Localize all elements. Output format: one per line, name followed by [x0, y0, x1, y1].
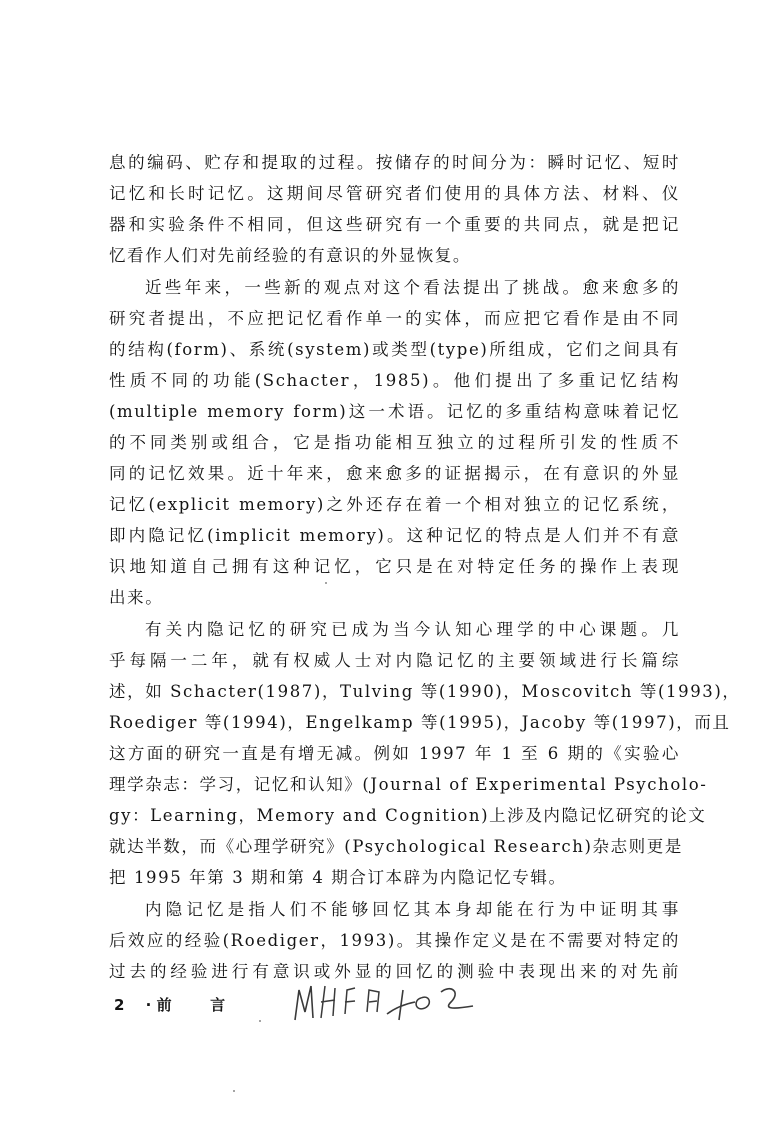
footer-dot: ·	[145, 996, 152, 1014]
text-line: 性质不同的功能(Schacter，1985)。他们提出了多重记忆结构	[109, 371, 680, 390]
text-line: 即内隐记忆(implicit memory)。这种记忆的特点是人们并不有意	[109, 526, 680, 545]
text-line: 乎每隔一二年，就有权威人士对内隐记忆的主要领域进行长篇综	[109, 651, 680, 670]
paragraph-first-line: 有关内隐记忆的研究已成为当今认知心理学的中心课题。几	[145, 620, 680, 639]
paragraph-first-line: 内隐记忆是指人们不能够回忆其本身却能在行为中证明其事	[145, 900, 680, 919]
text-line: 的结构(form)、系统(system)或类型(type)所组成，它们之间具有	[109, 340, 680, 359]
page-footer	[114, 994, 225, 1015]
text-line: 记忆和长时记忆。这期间尽管研究者们使用的具体方法、材料、仪	[109, 184, 680, 203]
text-line: Roediger 等(1994)，Engelkamp 等(1995)，Jacoby 等(1997)，而且	[109, 713, 731, 732]
text-line: 理学杂志：学习，记忆和认知》(Journal of Experimental Psycholo-	[109, 775, 708, 794]
section-title-first: 前	[156, 996, 172, 1014]
text-line: 把 1995 年第 3 期和第 4 期合订本辟为内隐记忆专辑。	[109, 868, 567, 887]
page-number: 2	[114, 996, 125, 1014]
text-line: 忆看作人们对先前经验的有意识的外显恢复。	[109, 246, 471, 265]
handwritten-mark	[255, 968, 505, 1028]
text-line: gy：Learning，Memory and Cognition)上涉及内隐记忆研究的论文	[109, 806, 707, 825]
text-line: 息的编码、贮存和提取的过程。按储存的时间分为：瞬时记忆、短时	[109, 153, 680, 172]
text-line: 就达半数，而《心理学研究》(Psychological Research)杂志则更是	[109, 837, 683, 856]
text-line: 记忆(explicit memory)之外还存在着一个相对独立的记忆系统，	[109, 495, 680, 514]
text-line: (multiple memory form)这一术语。记忆的多重结构意味着记忆	[109, 402, 680, 421]
text-line: 过去的经验进行有意识或外显的回忆的测验中表现出来的对先前	[109, 962, 680, 981]
text-line: 同的记忆效果。近十年来，愈来愈多的证据揭示，在有意识的外显	[109, 464, 680, 483]
text-line: 述，如 Schacter(1987)，Tulving 等(1990)，Moscovitch 等(1993)，	[109, 682, 741, 701]
paragraph-first-line: 近些年来，一些新的观点对这个看法提出了挑战。愈来愈多的	[145, 278, 680, 297]
text-line: 研究者提出，不应把记忆看作单一的实体，而应把它看作是由不同	[109, 309, 680, 328]
text-line: 识地知道自己拥有这种记忆，它只是在对特定任务的操作上表现	[109, 557, 680, 576]
text-line: 这方面的研究一直是有增无减。例如 1997 年 1 至 6 期的《实验心	[109, 744, 680, 763]
text-line: 的不同类别或组合，它是指功能相互独立的过程所引发的性质不	[109, 433, 680, 452]
text-line: 后效应的经验(Roediger，1993)。其操作定义是在不需要对特定的	[109, 931, 680, 950]
section-title-second: 言	[210, 996, 226, 1014]
text-line: 出来。	[109, 588, 164, 607]
text-line: 器和实验条件不相同，但这些研究有一个重要的共同点，就是把记	[109, 215, 680, 234]
